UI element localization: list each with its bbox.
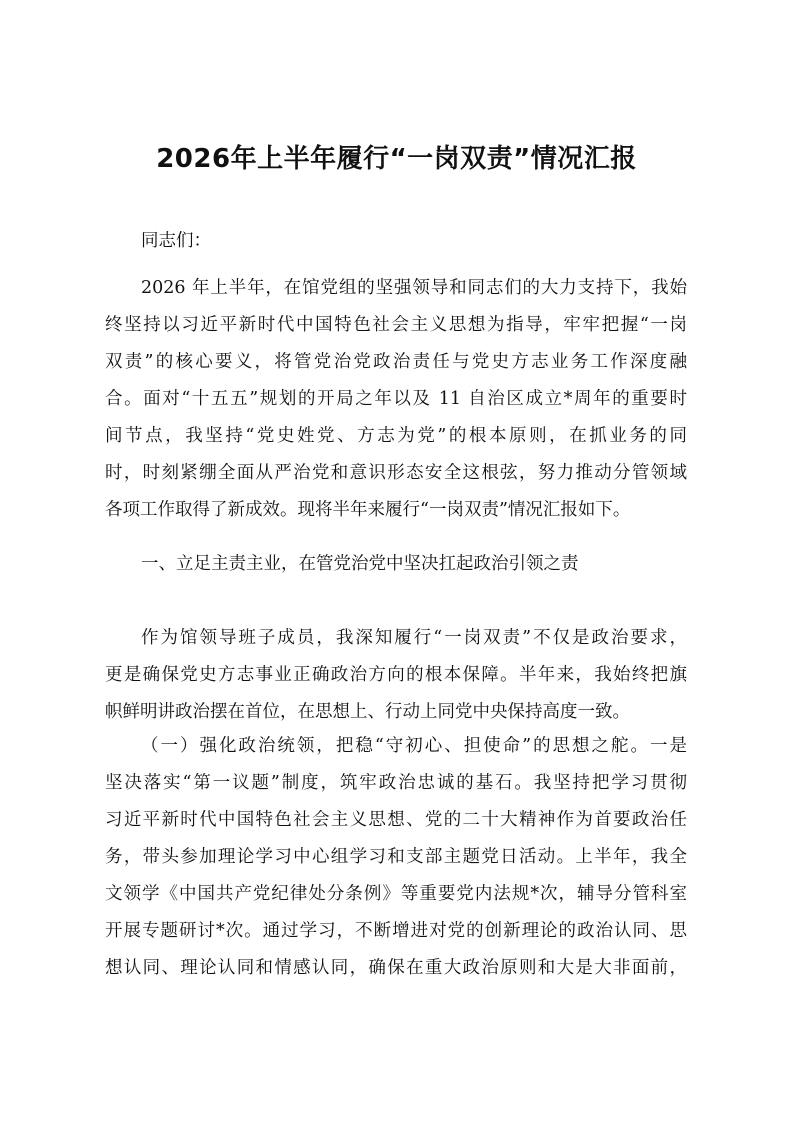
paragraph-line: 想认同、理论认同和情感认同，确保在重大政治原则和大是大非面前， xyxy=(105,958,687,978)
paragraph-line: 务，带头参加理论学习中心组学习和支部主题党日活动。上半年，我全 xyxy=(105,847,687,867)
salutation: 同志们： xyxy=(141,231,211,251)
paragraph-line: 文领学《中国共产党纪律处分条例》等重要党内法规*次，辅导分管科室 xyxy=(105,884,687,904)
paragraph-intro xyxy=(105,270,687,529)
paragraph-line: （一）强化政治统领，把稳“守初心、担使命”的思想之舵。一是 xyxy=(141,736,687,756)
paragraph-line: 习近平新时代中国特色社会主义思想、党的二十大精神作为首要政治任 xyxy=(105,810,687,830)
paragraph-section1 xyxy=(105,620,687,731)
paragraph-line: 作为馆领导班子成员，我深知履行“一岗双责”不仅是政治要求， xyxy=(141,628,687,648)
paragraph-line: 坚决落实“第一议题”制度，筑牢政治忠诚的基石。我坚持把学习贯彻 xyxy=(105,773,687,793)
document-title: 2026年上半年履行“一岗双责”情况汇报 xyxy=(156,144,637,174)
paragraph-line: 时，时刻紧绷全面从严治党和意识形态安全这根弦，努力推动分管领域 xyxy=(105,463,687,483)
paragraph-line: 合。面对“十五五”规划的开局之年以及 11 自治区成立*周年的重要时 xyxy=(105,389,687,409)
paragraph-line: 终坚持以习近平新时代中国特色社会主义思想为指导，牢牢把握“一岗 xyxy=(105,315,687,335)
paragraph-line: 间节点，我坚持“党史姓党、方志为党”的根本原则，在抓业务的同 xyxy=(105,426,687,446)
paragraph-line: 双责”的核心要义，将管党治党政治责任与党史方志业务工作深度融 xyxy=(105,352,687,372)
paragraph-line: 2026 年上半年，在馆党组的坚强领导和同志们的大力支持下，我始 xyxy=(141,278,687,298)
paragraph-line: 帜鲜明讲政治摆在首位，在思想上、行动上同党中央保持高度一致。 xyxy=(105,702,630,722)
paragraph-line: 开展专题研讨*次。通过学习，不断增进对党的创新理论的政治认同、思 xyxy=(105,921,687,941)
section-heading: 一、立足主责主业，在管党治党中坚决扛起政治引领之责 xyxy=(141,554,579,574)
paragraph-line: 各项工作取得了新成效。现将半年来履行“一岗双责”情况汇报如下。 xyxy=(105,500,631,520)
paragraph-line: 更是确保党史方志事业正确政治方向的根本保障。半年来，我始终把旗 xyxy=(105,665,687,685)
paragraph-subsection1 xyxy=(105,728,687,987)
